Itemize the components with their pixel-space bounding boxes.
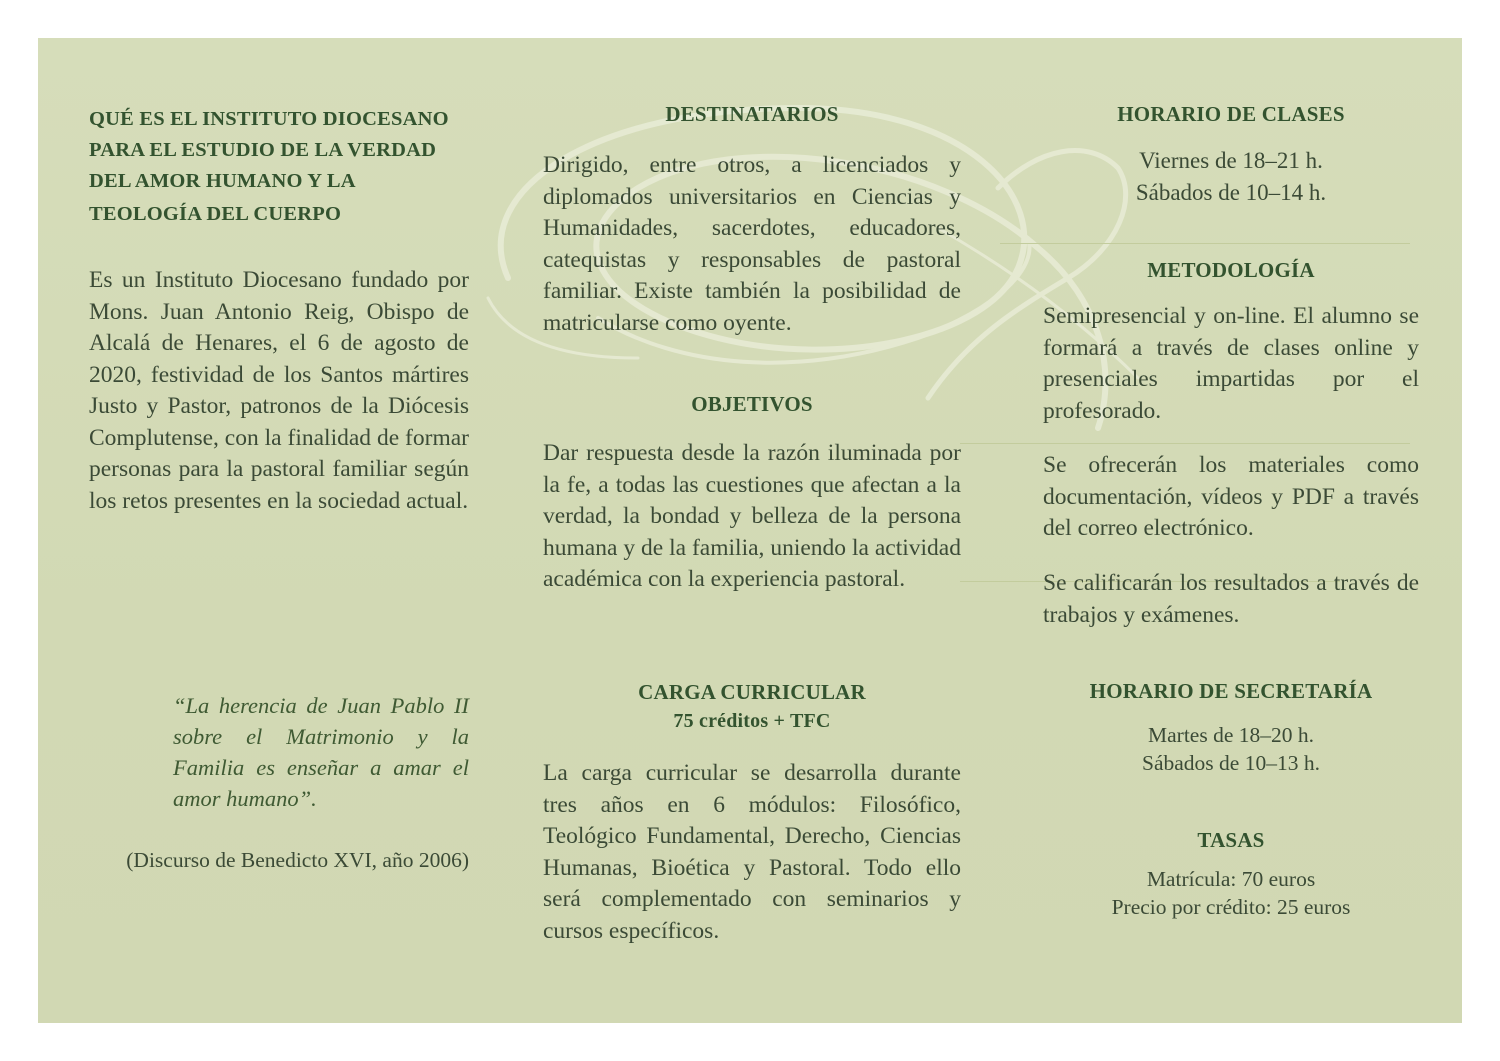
tasas-line: Matrícula: 70 euros xyxy=(1146,867,1316,891)
metodologia-paragraph-2: Se ofrecerán los materiales como documentación, vídeos y PDF a través del correo electrónico. xyxy=(1043,452,1419,541)
col1-intro-paragraph: Es un Instituto Diocesano fundado por Mons. Juan Antonio Reig, Obispo de Alcalá de Henares, el 6 de agosto de 2020, festividad de los Santos mártires Justo y Pastor, patronos de la Diócesis Complutense, con la finalidad de formar personas para la pastoral familiar según los retos presentes en la sociedad actual. xyxy=(89,267,469,514)
heading-line: QUÉ ES EL INSTITUTO DIOCESANO xyxy=(89,108,449,130)
heading-line: DEL AMOR HUMANO Y LA xyxy=(89,170,356,192)
quote-text: “La herencia de Juan Pablo II sobre el Matrimonio y la Familia es enseñar a amar el amor humano”. xyxy=(173,693,469,811)
brochure-sheet xyxy=(38,38,1462,1023)
metodologia-paragraph-1: Semipresencial y on-line. El alumno se formará a través de clases online y presenciales impartidas por el profesorado. xyxy=(1043,303,1419,424)
tasas-lines xyxy=(1043,865,1419,921)
carga-heading: CARGA CURRICULAR xyxy=(638,680,866,704)
destinatarios-paragraph: Dirigido, entre otros, a licenciados y diplomados universitarios en Ciencias y Humanidades, sacerdotes, educadores, catequistas y responsables de pastoral familiar. Existe también la posibilidad de matricularse como oyente. xyxy=(543,152,961,336)
col1-heading xyxy=(89,104,489,230)
secretaria-line: Sábados de 10–13 h. xyxy=(1142,751,1320,775)
horario-line: Sábados de 10–14 h. xyxy=(1135,180,1327,205)
tasas-heading: TASAS xyxy=(1197,828,1265,852)
horario-line: Viernes de 18–21 h. xyxy=(1139,148,1323,173)
secretaria-lines xyxy=(1043,721,1419,777)
objetivos-heading: OBJETIVOS xyxy=(691,392,813,416)
heading-line: PARA EL ESTUDIO DE LA VERDAD xyxy=(89,139,437,161)
horario-lines xyxy=(1043,145,1419,209)
divider-rule xyxy=(1000,243,1410,244)
divider-rule xyxy=(960,443,1410,444)
quote-source: (Discurso de Benedicto XVI, año 2006) xyxy=(126,848,469,872)
carga-subheading: 75 créditos + TFC xyxy=(673,710,831,732)
metodologia-paragraph-3: Se calificarán los resultados a través de trabajos y exámenes. xyxy=(1043,570,1419,628)
carga-paragraph: La carga curricular se desarrolla durante tres años en 6 módulos: Filosófico, Teológico Fundamental, Derecho, Ciencias Humanas, Bioética y Pastoral. Todo ello será complementado con seminarios y cursos específicos. xyxy=(543,760,961,944)
metodologia-heading: METODOLOGÍA xyxy=(1147,258,1315,282)
horario-heading: HORARIO DE CLASES xyxy=(1117,102,1345,126)
destinatarios-heading: DESTINATARIOS xyxy=(665,102,839,126)
secretaria-line: Martes de 18–20 h. xyxy=(1148,723,1314,747)
heading-line: TEOLOGÍA DEL CUERPO xyxy=(89,203,342,225)
secretaria-heading: HORARIO DE SECRETARÍA xyxy=(1089,679,1373,703)
tasas-line: Precio por crédito: 25 euros xyxy=(1111,895,1351,919)
objetivos-paragraph: Dar respuesta desde la razón iluminada por la fe, a todas las cuestiones que afectan a la verdad, la bondad y belleza de la persona humana y de la familia, uniendo la actividad académica con la experiencia pastoral. xyxy=(543,440,961,592)
